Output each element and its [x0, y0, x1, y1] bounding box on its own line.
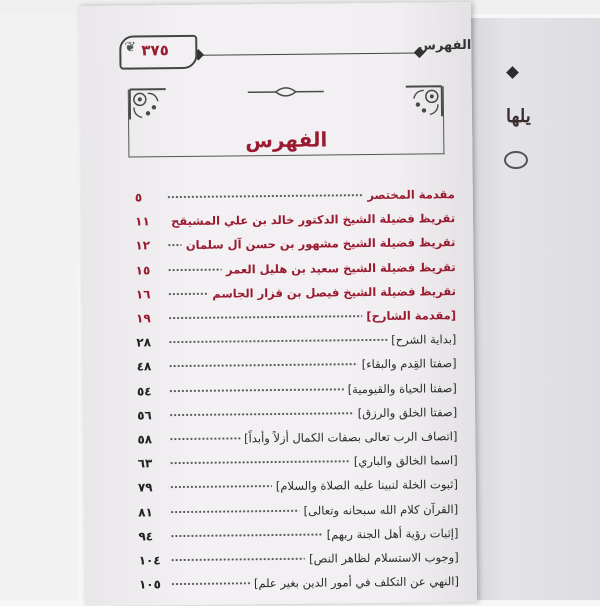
toc-entry — [138, 472, 458, 500]
toc-entry-title: [إثبات رؤية أهل الجنة ربهم] — [327, 526, 459, 541]
toc-entry-title: [اتصاف الرب تعالى بصفات الكمال أزلاً وأبداً] — [244, 429, 457, 445]
leader-dots — [171, 582, 250, 585]
page-number-badge — [119, 35, 197, 70]
header-rule — [199, 53, 419, 56]
leader-dots — [167, 244, 181, 246]
toc-page-number: ١٩ — [136, 311, 164, 325]
toc-page-number: ١٠٥ — [139, 577, 167, 591]
toc-entry-title: [مقدمة الشارح] — [366, 308, 456, 323]
page-number: ٣٧٥ — [141, 41, 169, 59]
toc-entry-title: [القرآن كلام الله سبحانه وتعالى] — [304, 502, 459, 518]
toc-entry-title: تقريظ فضيلة الشيخ سعيد بن هليل العمر — [226, 260, 456, 276]
scroll-ornament-icon — [246, 83, 326, 100]
toc-entry-title: [صفتا الخلق والرزق] — [358, 405, 458, 420]
toc-entry-title: [النهي عن التكلف في أمور الدين بغير علم] — [254, 574, 459, 590]
toc-entry — [137, 351, 457, 379]
leader-dots — [170, 485, 272, 488]
toc-page-number: ٥ — [135, 190, 163, 204]
leader-dots — [169, 388, 344, 392]
toc-entry-title: [صفتا الحياة والقيومية] — [348, 381, 457, 396]
toc-entry-title: [بداية الشرح] — [391, 332, 456, 347]
toc-entry-title: تقريظ فضيلة الشيخ الدكتور خالد بن علي المشيقح — [171, 211, 455, 228]
facing-page-text: يلها — [506, 106, 531, 127]
toc-entry — [137, 424, 457, 452]
toc-page-number: ٦٣ — [138, 456, 166, 470]
leader-dots — [168, 339, 387, 343]
leader-dots — [168, 268, 222, 271]
page-number-badge-icon — [504, 151, 528, 169]
toc-page-number: ١١ — [135, 214, 163, 228]
leader-dots — [171, 558, 305, 561]
toc-list — [135, 182, 459, 597]
leader-dots — [167, 194, 363, 198]
toc-entry — [139, 545, 459, 573]
toc-page-number: ١٠٤ — [139, 553, 167, 567]
diamond-ornament-icon — [506, 66, 519, 79]
leader-dots — [169, 412, 354, 416]
toc-entry — [136, 303, 456, 331]
leader-dots — [170, 533, 322, 537]
toc-page-number: ٩٤ — [138, 529, 166, 543]
toc-entry — [136, 279, 456, 307]
leader-dots — [170, 460, 350, 464]
toc-entry-title: مقدمة المختصر — [367, 187, 455, 202]
toc-entry — [138, 448, 458, 476]
toc-entry — [138, 521, 458, 549]
toc-entry — [135, 206, 455, 234]
toc-entry — [137, 376, 457, 404]
toc-entry — [136, 327, 456, 355]
toc-entry-title: [صفتا القِدم والبقاء] — [362, 357, 457, 372]
backdrop — [0, 0, 78, 600]
leader-dots — [169, 437, 240, 440]
toc-entry — [138, 497, 458, 525]
toc-entry-title: [وجوب الاستسلام لظاهر النص] — [309, 550, 459, 566]
toc-page-number: ٨١ — [138, 505, 166, 519]
corner-ornament-icon — [400, 82, 446, 120]
leader-dots — [168, 315, 362, 319]
leader-dots — [170, 509, 299, 512]
leader-dots — [168, 293, 209, 295]
toc-page-number: ٥٤ — [137, 384, 165, 398]
leader-dots — [169, 364, 358, 368]
toc-entry — [136, 255, 456, 283]
toc-page-number: ١٥ — [136, 263, 164, 277]
flourish-icon: ❦ — [124, 39, 136, 55]
toc-page-number: ١٦ — [136, 287, 164, 301]
toc-entry-title: [ثبوت الخلة لنبينا عليه الصلاة والسلام] — [276, 477, 458, 493]
toc-page-number: ٧٩ — [138, 481, 166, 495]
book-page — [79, 2, 477, 606]
toc-entry-title: [اسما الخالق والباري] — [354, 453, 458, 468]
facing-page — [468, 18, 600, 600]
toc-entry — [135, 231, 455, 259]
toc-entry — [135, 182, 455, 210]
corner-ornament-icon — [126, 85, 172, 123]
toc-entry-title: تقريظ فضيلة الشيخ مشهور بن حسن آل سلمان — [186, 236, 456, 253]
toc-title: الفهرس — [128, 126, 444, 153]
running-head — [119, 38, 479, 66]
title-frame — [128, 86, 445, 157]
toc-entry — [137, 400, 457, 428]
toc-page-number: ٥٨ — [137, 432, 165, 446]
toc-entry — [139, 569, 459, 597]
toc-page-number: ٢٨ — [136, 335, 164, 349]
toc-entry-title: تقريظ فضيلة الشيخ فيصل بن قزار الجاسم — [212, 284, 456, 301]
toc-page-number: ١٢ — [135, 239, 163, 253]
toc-page-number: ٤٨ — [137, 360, 165, 374]
toc-page-number: ٥٦ — [137, 408, 165, 422]
running-title: الفهرس — [418, 38, 471, 54]
